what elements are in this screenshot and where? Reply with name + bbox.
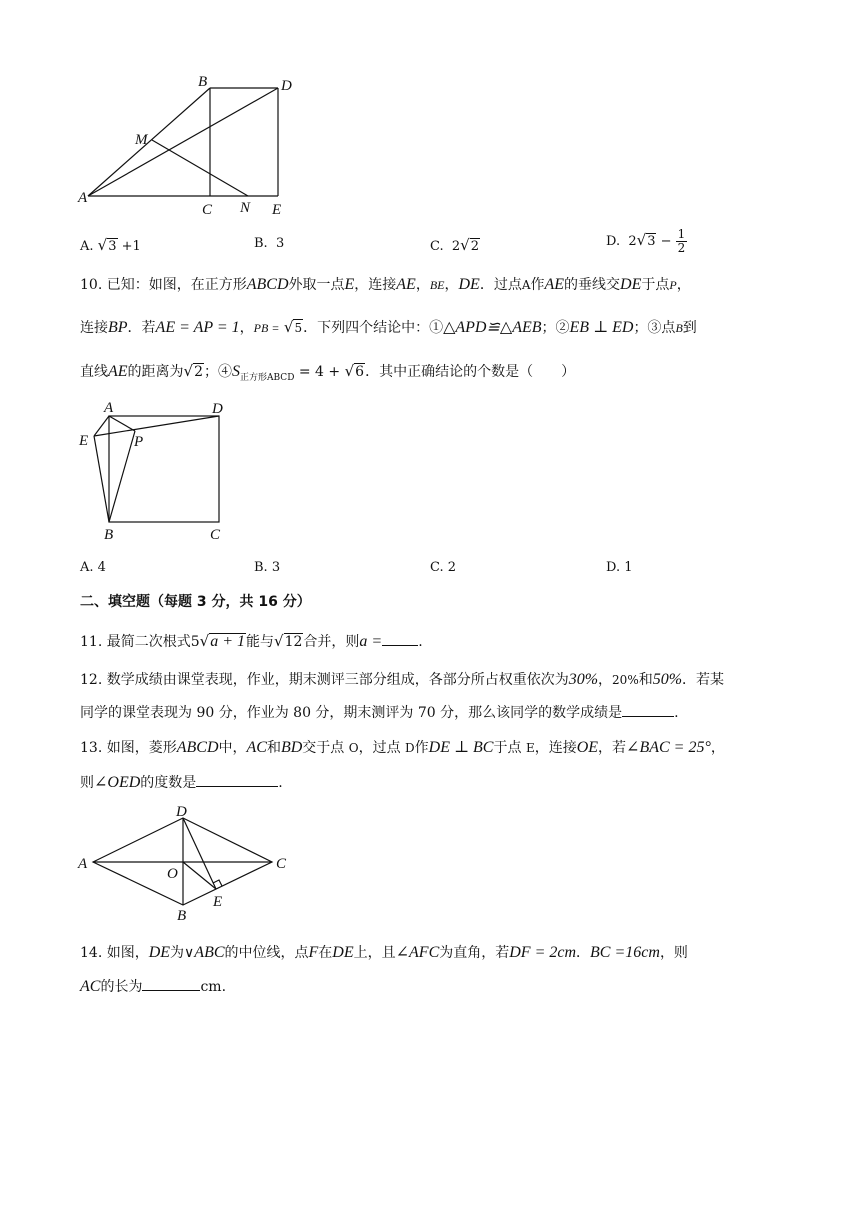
q9-option-a: A. √3 +1 [80,236,141,254]
q9-seg-ad [88,88,278,196]
q9-seg-ab [88,88,210,196]
q13-label-e: E [213,894,223,910]
section-2-title: 二、填空题（每题 3 分，共 16 分） [80,594,311,610]
q10-option-d: D. 1 [606,560,633,575]
q13-label-o: O [167,866,178,882]
q10-option-c: C. 2 [430,560,457,575]
q9-label-m: M [135,132,148,148]
q14-answer-blank[interactable] [142,976,200,991]
q14-line-2: AC的长为 cm. [80,978,227,995]
q10-label-c: C [210,527,221,543]
q12-line-2: 同学的课堂表现为 90 分，作业为 80 分，期末测评为 70 分，那么该同学的数学成绩是 . [80,702,679,724]
q9-option-c: C. 2√2 [430,236,480,254]
q13-line-1: 13. 如图，菱形ABCD中，AC和BD交于点 O，过点 D作DE ⊥ BC于点 E，连接OE，若∠BAC = 25°， [80,739,725,756]
q13-seg-oe [183,862,216,889]
q10-label-b: B [104,527,114,543]
q9-seg-mn [152,140,248,196]
q9-figure [78,72,308,220]
q13-line-2: 则∠OED的度数是 . [80,774,283,791]
q13-figure [76,802,296,924]
q9-option-d: D. 2√3 − $\frac{1}{2}$ [606,227,686,255]
q10-label-a: A [104,400,114,416]
q10-seg-pb [109,431,135,522]
q10-seg-ea [94,416,109,436]
q11-answer-blank[interactable] [382,631,418,646]
q9-label-a: A [78,190,88,206]
q13-label-b: B [177,908,187,924]
q11-line: 11. 最简二次根式5√a + 1能与√12合并，则a = . [80,632,423,650]
q10-seg-ed [94,416,219,436]
q9-label-d: D [281,78,292,94]
q13-label-c: C [276,856,287,872]
q9-label-c: C [202,202,213,218]
q12-line-1: 12. 数学成绩由课堂表现，作业，期末测评三部分组成，各部分所占权重依次为30%，20%和50%．若某 [80,671,725,688]
q10-line-1: 10. 已知：如图，在正方形ABCD外取一点E，连接AE，BE，DE．过点A作AE的垂线交DE于点P， [80,276,691,293]
q12-answer-blank[interactable] [622,702,674,717]
q10-line-3: 直线AE的距离为√2；$④S_{正方形ABCD} = 4 + √6$．其中正确结论的个数是（ ） [80,362,576,383]
q13-answer-blank[interactable] [196,772,278,787]
q9-option-b: B. 3 [254,236,285,251]
q9-label-e: E [272,202,282,218]
q10-seg-eb [94,436,109,522]
q9-label-n: N [240,200,251,216]
q13-label-a: A [78,856,88,872]
q13-label-d: D [176,804,187,820]
q10-option-a: A. 4 [80,560,106,575]
q13-seg-de [183,818,216,889]
q10-seg-ap [109,416,135,431]
q14-line-1: 14. 如图，DE为∨ABC的中位线，点F在DE上，且∠AFC为直角，若DF = 2cm．BC =16cm，则 [80,944,688,961]
q9-label-b: B [198,74,208,90]
q10-label-p: P [134,434,144,450]
q10-option-b: B. 3 [254,560,281,575]
q10-label-e: E [79,433,89,449]
q10-figure [76,396,236,546]
q10-square [109,416,219,522]
q10-line-2: 连接BP．若AE = AP = 1，PB = √5．下列四个结论中：①△APD≌△AEB；②EB ⊥ ED；③点B到 [80,318,697,336]
q10-label-d: D [212,401,223,417]
